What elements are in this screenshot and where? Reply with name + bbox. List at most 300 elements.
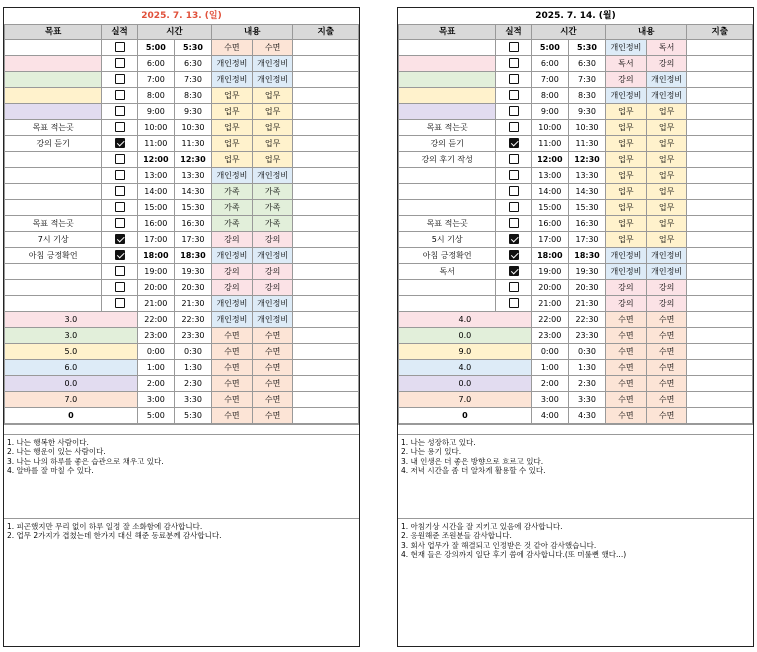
activity-cell[interactable]: 개인정비	[212, 56, 253, 72]
activity-cell[interactable]: 개인정비	[252, 168, 293, 184]
start-time: 22:00	[531, 312, 568, 328]
goal-cell[interactable]: 강의 후기 작성	[399, 152, 496, 168]
summary-row	[5, 360, 359, 376]
goal-cell[interactable]	[5, 88, 102, 104]
goal-cell[interactable]: 강의 듣기	[399, 136, 496, 152]
checkbox-icon[interactable]	[509, 122, 519, 132]
start-time: 10:00	[137, 120, 174, 136]
activity-cell[interactable]: 수면	[646, 408, 687, 424]
schedule-row	[399, 280, 753, 296]
spend-cell[interactable]	[293, 104, 359, 120]
activity-cell[interactable]: 개인정비	[252, 296, 293, 312]
activity-cell[interactable]: 수면	[212, 360, 253, 376]
activity-cell[interactable]: 개인정비	[212, 296, 253, 312]
start-time: 17:00	[137, 232, 174, 248]
activity-cell[interactable]: 강의	[212, 264, 253, 280]
affirmation-notes[interactable]	[4, 434, 359, 518]
checkbox-icon[interactable]	[509, 170, 519, 180]
activity-cell[interactable]: 업무	[606, 152, 647, 168]
goal-cell[interactable]	[5, 280, 102, 296]
done-cell	[102, 88, 137, 104]
end-time: 4:30	[568, 408, 605, 424]
activity-cell[interactable]: 수면	[606, 360, 647, 376]
goal-cell[interactable]: 목표 적는곳	[5, 120, 102, 136]
checkbox-icon[interactable]	[115, 42, 125, 52]
activity-cell[interactable]: 업무	[606, 104, 647, 120]
activity-cell[interactable]: 수면	[646, 312, 687, 328]
goal-cell[interactable]	[5, 184, 102, 200]
spend-cell[interactable]	[687, 168, 753, 184]
goal-cell[interactable]	[399, 168, 496, 184]
schedule-row	[399, 168, 753, 184]
schedule-row	[399, 40, 753, 56]
end-time: 12:30	[568, 152, 605, 168]
activity-cell[interactable]: 수면	[212, 376, 253, 392]
activity-cell[interactable]: 업무	[212, 136, 253, 152]
spend-cell[interactable]	[293, 184, 359, 200]
spend-cell[interactable]	[687, 248, 753, 264]
checkbox-icon[interactable]	[115, 170, 125, 180]
end-time: 23:30	[568, 328, 605, 344]
goal-cell[interactable]	[5, 72, 102, 88]
spend-cell[interactable]	[293, 56, 359, 72]
spend-cell[interactable]	[293, 344, 359, 360]
start-time: 2:00	[137, 376, 174, 392]
activity-cell[interactable]: 개인정비	[212, 72, 253, 88]
goal-cell[interactable]: 5시 기상	[399, 232, 496, 248]
summary-row	[399, 392, 753, 408]
gratitude-notes[interactable]	[398, 518, 753, 612]
end-time: 10:30	[174, 120, 211, 136]
activity-cell[interactable]: 업무	[212, 88, 253, 104]
summary-row	[399, 408, 753, 424]
checkbox-icon[interactable]	[115, 106, 125, 116]
time-header: 시간	[137, 25, 211, 40]
category-total: 0	[399, 408, 532, 424]
checkbox-icon[interactable]	[509, 298, 519, 308]
checkbox-icon[interactable]	[115, 90, 125, 100]
schedule-row	[399, 72, 753, 88]
end-time: 8:30	[174, 88, 211, 104]
goal-cell[interactable]: 목표 적는곳	[399, 120, 496, 136]
checked-checkbox-icon[interactable]	[509, 250, 519, 260]
goal-cell[interactable]	[399, 184, 496, 200]
activity-cell[interactable]: 개인정비	[646, 88, 687, 104]
checkbox-icon[interactable]	[509, 186, 519, 196]
goal-cell[interactable]: 7시 기상	[5, 232, 102, 248]
header-row	[399, 25, 753, 40]
content-header: 내용	[606, 25, 687, 40]
spend-cell[interactable]	[293, 408, 359, 424]
done-cell	[102, 296, 137, 312]
spend-cell[interactable]	[687, 200, 753, 216]
start-time: 7:00	[137, 72, 174, 88]
activity-cell[interactable]: 독서	[646, 40, 687, 56]
goal-cell[interactable]	[5, 104, 102, 120]
activity-cell[interactable]: 수면	[646, 344, 687, 360]
goal-cell[interactable]	[5, 168, 102, 184]
start-time: 5:00	[137, 40, 174, 56]
spend-cell[interactable]	[293, 232, 359, 248]
spend-cell[interactable]	[293, 40, 359, 56]
spend-cell[interactable]	[687, 376, 753, 392]
activity-cell[interactable]: 업무	[606, 200, 647, 216]
goal-cell[interactable]	[399, 40, 496, 56]
start-time: 9:00	[137, 104, 174, 120]
checkbox-icon[interactable]	[115, 282, 125, 292]
activity-cell[interactable]: 강의	[646, 56, 687, 72]
activity-cell[interactable]: 업무	[212, 152, 253, 168]
activity-cell[interactable]: 업무	[252, 152, 293, 168]
spend-cell[interactable]	[293, 376, 359, 392]
spend-cell[interactable]	[687, 104, 753, 120]
spend-cell[interactable]	[293, 264, 359, 280]
category-total: 7.0	[5, 392, 138, 408]
checked-checkbox-icon[interactable]	[115, 138, 125, 148]
goal-cell[interactable]	[399, 280, 496, 296]
spend-cell[interactable]	[687, 56, 753, 72]
activity-cell[interactable]: 가족	[252, 200, 293, 216]
end-time: 9:30	[568, 104, 605, 120]
goal-cell[interactable]: 아침 긍정확언	[399, 248, 496, 264]
done-cell	[496, 184, 531, 200]
activity-cell[interactable]: 수면	[252, 344, 293, 360]
start-time: 1:00	[137, 360, 174, 376]
checkbox-icon[interactable]	[115, 202, 125, 212]
start-time: 16:00	[137, 216, 174, 232]
spacer	[4, 424, 359, 434]
activity-cell[interactable]: 수면	[252, 360, 293, 376]
done-cell	[102, 152, 137, 168]
activity-cell[interactable]: 수면	[606, 392, 647, 408]
goal-cell[interactable]	[399, 88, 496, 104]
end-time: 9:30	[174, 104, 211, 120]
done-cell	[496, 216, 531, 232]
checkbox-icon[interactable]	[115, 186, 125, 196]
end-time: 22:30	[568, 312, 605, 328]
activity-cell[interactable]: 가족	[252, 216, 293, 232]
activity-cell[interactable]: 수면	[212, 40, 253, 56]
activity-cell[interactable]: 강의	[646, 280, 687, 296]
spend-cell[interactable]	[293, 136, 359, 152]
activity-cell[interactable]: 수면	[212, 392, 253, 408]
activity-cell[interactable]: 강의	[606, 280, 647, 296]
spend-cell[interactable]	[687, 328, 753, 344]
start-time: 17:00	[531, 232, 568, 248]
spend-cell[interactable]	[293, 88, 359, 104]
summary-row	[399, 344, 753, 360]
start-time: 1:00	[531, 360, 568, 376]
checkbox-icon[interactable]	[509, 106, 519, 116]
checkbox-icon[interactable]	[115, 74, 125, 84]
activity-cell[interactable]: 강의	[252, 280, 293, 296]
checkbox-icon[interactable]	[509, 42, 519, 52]
checked-checkbox-icon[interactable]	[115, 250, 125, 260]
activity-cell[interactable]: 가족	[252, 184, 293, 200]
goal-cell[interactable]	[399, 296, 496, 312]
goal-cell[interactable]: 목표 적는곳	[399, 216, 496, 232]
activity-cell[interactable]: 수면	[212, 328, 253, 344]
checkbox-icon[interactable]	[509, 90, 519, 100]
affirmation-line: 4. 알바를 잘 마칠 수 있다.	[7, 465, 94, 475]
activity-cell[interactable]: 업무	[606, 120, 647, 136]
activity-cell[interactable]: 강의	[212, 232, 253, 248]
summary-row	[399, 376, 753, 392]
checkbox-icon[interactable]	[509, 74, 519, 84]
schedule-row	[5, 200, 359, 216]
start-time: 20:00	[137, 280, 174, 296]
activity-cell[interactable]: 강의	[252, 232, 293, 248]
activity-cell[interactable]: 업무	[646, 232, 687, 248]
activity-cell[interactable]: 개인정비	[606, 264, 647, 280]
goal-cell[interactable]	[399, 56, 496, 72]
end-time: 8:30	[568, 88, 605, 104]
spend-cell[interactable]	[687, 264, 753, 280]
spend-cell[interactable]	[293, 248, 359, 264]
activity-cell[interactable]: 수면	[252, 40, 293, 56]
activity-cell[interactable]: 업무	[606, 136, 647, 152]
activity-cell[interactable]: 업무	[252, 88, 293, 104]
activity-cell[interactable]: 개인정비	[252, 56, 293, 72]
end-time: 22:30	[174, 312, 211, 328]
schedule-row	[5, 152, 359, 168]
activity-cell[interactable]: 강의	[212, 280, 253, 296]
activity-cell[interactable]: 가족	[212, 184, 253, 200]
goal-cell[interactable]: 강의 듣기	[5, 136, 102, 152]
activity-cell[interactable]: 강의	[646, 296, 687, 312]
activity-cell[interactable]: 개인정비	[252, 312, 293, 328]
goal-cell[interactable]	[399, 104, 496, 120]
spend-cell[interactable]	[687, 216, 753, 232]
goal-cell[interactable]	[5, 296, 102, 312]
affirmation-line: 2. 나는 용기 있다.	[401, 447, 462, 457]
spend-cell[interactable]	[293, 200, 359, 216]
schedule-row	[399, 120, 753, 136]
activity-cell[interactable]: 업무	[606, 168, 647, 184]
affirmation-notes[interactable]	[398, 434, 753, 518]
start-time: 3:00	[137, 392, 174, 408]
spend-cell[interactable]	[687, 88, 753, 104]
done-cell	[102, 136, 137, 152]
spend-cell[interactable]	[687, 312, 753, 328]
goal-cell[interactable]: 독서	[399, 264, 496, 280]
start-time: 12:00	[137, 152, 174, 168]
activity-cell[interactable]: 수면	[606, 328, 647, 344]
activity-cell[interactable]: 업무	[646, 200, 687, 216]
checked-checkbox-icon[interactable]	[115, 234, 125, 244]
start-time: 9:00	[531, 104, 568, 120]
checkbox-icon[interactable]	[115, 266, 125, 276]
activity-cell[interactable]: 업무	[252, 136, 293, 152]
category-total: 0.0	[399, 328, 532, 344]
spend-cell[interactable]	[687, 408, 753, 424]
activity-cell[interactable]: 개인정비	[646, 264, 687, 280]
done-cell	[102, 232, 137, 248]
activity-cell[interactable]: 강의	[606, 72, 647, 88]
checkbox-icon[interactable]	[115, 218, 125, 228]
start-time: 6:00	[531, 56, 568, 72]
done-cell	[102, 56, 137, 72]
activity-cell[interactable]: 개인정비	[646, 72, 687, 88]
activity-cell[interactable]: 수면	[606, 376, 647, 392]
activity-cell[interactable]: 강의	[606, 296, 647, 312]
activity-cell[interactable]: 수면	[646, 392, 687, 408]
activity-cell[interactable]: 수면	[606, 312, 647, 328]
activity-cell[interactable]: 개인정비	[646, 248, 687, 264]
category-total: 7.0	[399, 392, 532, 408]
goal-cell[interactable]	[5, 40, 102, 56]
activity-cell[interactable]: 개인정비	[252, 72, 293, 88]
activity-cell[interactable]: 업무	[606, 216, 647, 232]
done-cell	[496, 280, 531, 296]
spend-cell[interactable]	[293, 216, 359, 232]
activity-cell[interactable]: 업무	[606, 184, 647, 200]
checkbox-icon[interactable]	[509, 218, 519, 228]
goal-cell[interactable]	[399, 200, 496, 216]
spend-cell[interactable]	[293, 152, 359, 168]
spend-cell[interactable]	[687, 344, 753, 360]
spend-cell[interactable]	[293, 312, 359, 328]
done-cell	[102, 72, 137, 88]
done-cell	[496, 40, 531, 56]
start-time: 6:00	[137, 56, 174, 72]
spend-cell[interactable]	[687, 40, 753, 56]
summary-row	[5, 328, 359, 344]
schedule-row	[5, 280, 359, 296]
activity-cell[interactable]: 개인정비	[212, 312, 253, 328]
checkbox-icon[interactable]	[509, 202, 519, 212]
activity-cell[interactable]: 개인정비	[606, 40, 647, 56]
activity-cell[interactable]: 업무	[646, 136, 687, 152]
activity-cell[interactable]: 수면	[646, 360, 687, 376]
activity-cell[interactable]: 개인정비	[252, 248, 293, 264]
goal-cell[interactable]: 아침 긍정확언	[5, 248, 102, 264]
affirmation-line: 2. 나는 행운이 있는 사람이다.	[7, 447, 106, 457]
goal-cell[interactable]: 목표 적는곳	[5, 216, 102, 232]
spend-cell[interactable]	[293, 72, 359, 88]
activity-cell[interactable]: 업무	[606, 232, 647, 248]
spend-cell[interactable]	[687, 72, 753, 88]
start-time: 3:00	[531, 392, 568, 408]
spend-cell[interactable]	[293, 392, 359, 408]
start-time: 4:00	[531, 408, 568, 424]
activity-cell[interactable]: 개인정비	[606, 88, 647, 104]
activity-cell[interactable]: 수면	[252, 408, 293, 424]
activity-cell[interactable]: 업무	[646, 120, 687, 136]
checkbox-icon[interactable]	[115, 122, 125, 132]
checkbox-icon[interactable]	[115, 58, 125, 68]
checkbox-icon[interactable]	[115, 298, 125, 308]
schedule-row	[399, 232, 753, 248]
gratitude-line: 2. 업무 2가지가 겹쳤는데 한가지 대신 해준 동료분께 감사합니다.	[7, 531, 222, 541]
done-cell	[496, 152, 531, 168]
spend-cell[interactable]	[293, 120, 359, 136]
activity-cell[interactable]: 개인정비	[212, 248, 253, 264]
activity-cell[interactable]: 업무	[252, 104, 293, 120]
activity-cell[interactable]: 업무	[646, 168, 687, 184]
activity-cell[interactable]: 업무	[212, 104, 253, 120]
activity-cell[interactable]: 수면	[606, 344, 647, 360]
summary-row	[399, 312, 753, 328]
activity-cell[interactable]: 수면	[606, 408, 647, 424]
schedule-row	[5, 56, 359, 72]
activity-cell[interactable]: 수면	[646, 376, 687, 392]
activity-cell[interactable]: 개인정비	[606, 248, 647, 264]
spacer	[398, 424, 753, 434]
activity-cell[interactable]: 수면	[252, 392, 293, 408]
checkbox-icon[interactable]	[509, 58, 519, 68]
spend-cell[interactable]	[687, 152, 753, 168]
schedule-row	[399, 216, 753, 232]
activity-cell[interactable]: 업무	[646, 104, 687, 120]
goal-cell[interactable]	[5, 264, 102, 280]
affirmation-line: 1. 나는 성장하고 있다.	[401, 438, 476, 447]
activity-cell[interactable]: 수면	[252, 328, 293, 344]
spend-cell[interactable]	[293, 280, 359, 296]
spend-cell[interactable]	[687, 184, 753, 200]
activity-cell[interactable]: 업무	[252, 120, 293, 136]
spend-cell[interactable]	[687, 296, 753, 312]
spend-cell[interactable]	[687, 232, 753, 248]
goal-cell[interactable]	[399, 72, 496, 88]
activity-cell[interactable]: 업무	[646, 152, 687, 168]
activity-cell[interactable]: 업무	[212, 120, 253, 136]
checked-checkbox-icon[interactable]	[509, 234, 519, 244]
spend-cell[interactable]	[687, 120, 753, 136]
done-cell	[496, 248, 531, 264]
spend-cell[interactable]	[687, 360, 753, 376]
spend-cell[interactable]	[687, 136, 753, 152]
checked-checkbox-icon[interactable]	[509, 266, 519, 276]
start-time: 8:00	[137, 88, 174, 104]
gratitude-notes[interactable]	[4, 518, 359, 612]
activity-cell[interactable]: 가족	[212, 216, 253, 232]
category-total: 4.0	[399, 312, 532, 328]
schedule-table	[4, 24, 359, 424]
activity-cell[interactable]: 개인정비	[212, 168, 253, 184]
activity-cell[interactable]: 수면	[252, 376, 293, 392]
end-time: 5:30	[174, 408, 211, 424]
activity-cell[interactable]: 업무	[646, 216, 687, 232]
checkbox-icon[interactable]	[509, 282, 519, 292]
goal-cell[interactable]	[5, 56, 102, 72]
activity-cell[interactable]: 업무	[646, 184, 687, 200]
activity-cell[interactable]: 수면	[646, 328, 687, 344]
schedule-row	[5, 184, 359, 200]
schedule-row	[399, 264, 753, 280]
done-cell	[496, 264, 531, 280]
spend-cell[interactable]	[293, 168, 359, 184]
activity-cell[interactable]: 가족	[212, 200, 253, 216]
spend-cell[interactable]	[687, 392, 753, 408]
spend-cell[interactable]	[293, 360, 359, 376]
spend-cell[interactable]	[687, 280, 753, 296]
spend-cell[interactable]	[293, 296, 359, 312]
goal-cell[interactable]	[5, 152, 102, 168]
end-time: 3:30	[568, 392, 605, 408]
activity-cell[interactable]: 독서	[606, 56, 647, 72]
spend-cell[interactable]	[293, 328, 359, 344]
activity-cell[interactable]: 수면	[212, 344, 253, 360]
end-time: 13:30	[174, 168, 211, 184]
checkbox-icon[interactable]	[115, 154, 125, 164]
end-time: 11:30	[568, 136, 605, 152]
activity-cell[interactable]: 강의	[252, 264, 293, 280]
checked-checkbox-icon[interactable]	[509, 138, 519, 148]
activity-cell[interactable]: 수면	[212, 408, 253, 424]
goal-cell[interactable]	[5, 200, 102, 216]
checkbox-icon[interactable]	[509, 154, 519, 164]
